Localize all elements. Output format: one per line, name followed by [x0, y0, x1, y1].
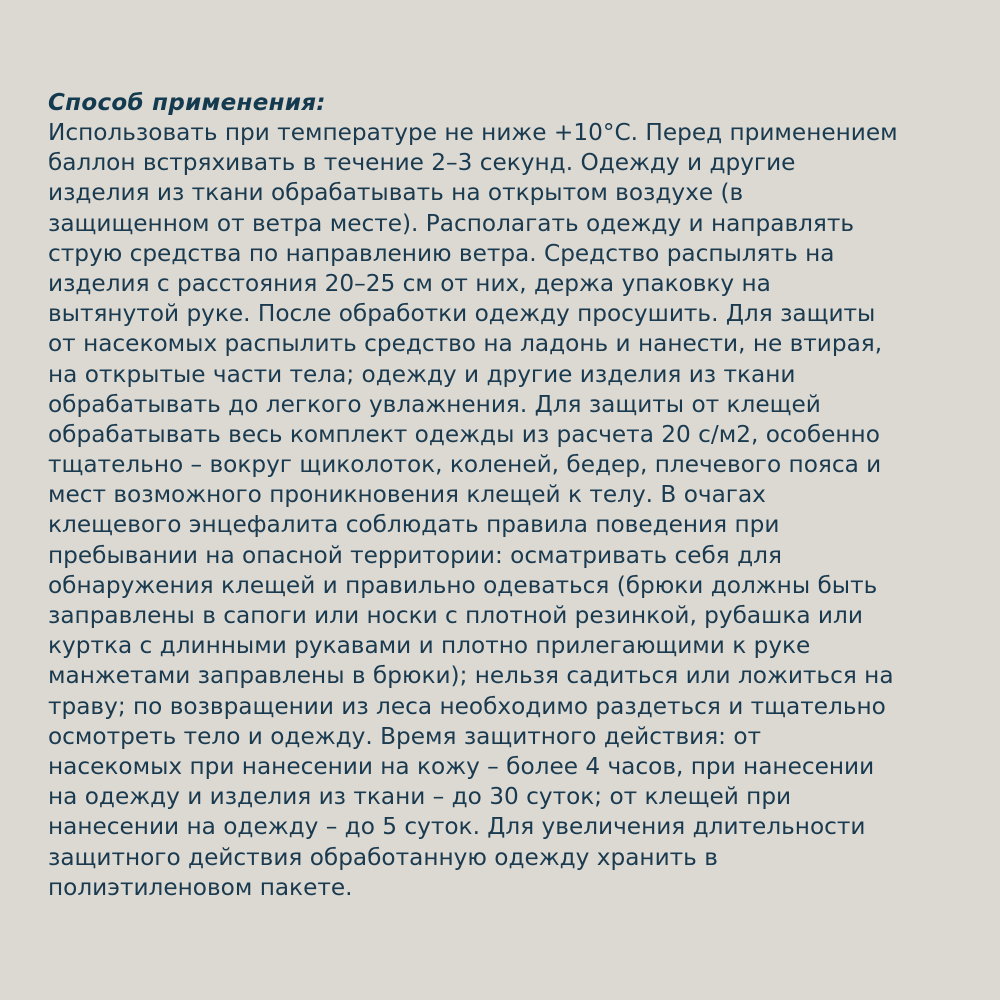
text-line: изделия с расстояния 20–25 см от них, держа упаковку на: [48, 269, 771, 297]
text-line: нанесении на одежду – до 5 суток. Для увеличения длительности: [48, 813, 866, 841]
text-line: пребывании на опасной территории: осматривать себя для: [48, 541, 782, 569]
text-line: клещевого энцефалита соблюдать правила поведения при: [48, 511, 780, 539]
text-line: струю средства по направлению ветра. Средство распылять на: [48, 239, 835, 267]
text-line: манжетами заправлены в брюки); нельзя садиться или ложиться на: [48, 662, 894, 690]
text-line: защищенном от ветра месте). Располагать одежду и направлять: [48, 209, 855, 237]
text-line: изделия из ткани обрабатывать на открытом воздухе (в: [48, 179, 744, 207]
text-line: Использовать при температуре не ниже +10°С. Перед применением: [48, 119, 898, 146]
instruction-text: [48, 118, 958, 903]
text-line: обнаружения клещей и правильно одеваться (брюки должны быть: [48, 571, 878, 599]
text-line: осмотреть тело и одежду. Время защитного действия: от: [48, 722, 762, 750]
text-line: заправлены в сапоги или носки с плотной резинкой, рубашка или: [48, 602, 863, 629]
text-line: тщательно – вокруг щиколоток, коленей, бедер, плечевого пояса и: [48, 451, 882, 479]
text-line: баллон встряхивать в течение 2–3 секунд. Одежду и другие: [48, 149, 796, 177]
section-heading: Способ применения:: [48, 90, 326, 116]
text-line: на одежду и изделия из ткани – до 30 суток; от клещей при: [48, 783, 792, 811]
text-line: насекомых при нанесении на кожу – более 4 часов, при нанесении: [48, 752, 875, 780]
text-line: защитного действия обработанную одежду хранить в: [48, 843, 718, 871]
text-line: на открытые части тела; одежду и другие изделия из ткани: [48, 360, 796, 388]
text-line: обрабатывать весь комплект одежды из расчета 20 с/м2, особенно: [48, 420, 880, 448]
text-line: обрабатывать до легкого увлажнения. Для защиты от клещей: [48, 390, 821, 418]
text-line: мест возможного проникновения клещей к телу. В очагах: [48, 481, 766, 509]
text-line: полиэтиленовом пакете.: [48, 873, 353, 901]
text-line: куртка с длинными рукавами и плотно прилегающими к руке: [48, 632, 811, 660]
text-line: вытянутой руке. После обработки одежду просушить. Для защиты: [48, 300, 876, 328]
text-line: от насекомых распылить средство на ладонь и нанести, не втирая,: [48, 330, 883, 358]
text-line: траву; по возвращении из леса необходимо раздеться и тщательно: [48, 692, 886, 720]
instruction-content: [48, 88, 958, 903]
